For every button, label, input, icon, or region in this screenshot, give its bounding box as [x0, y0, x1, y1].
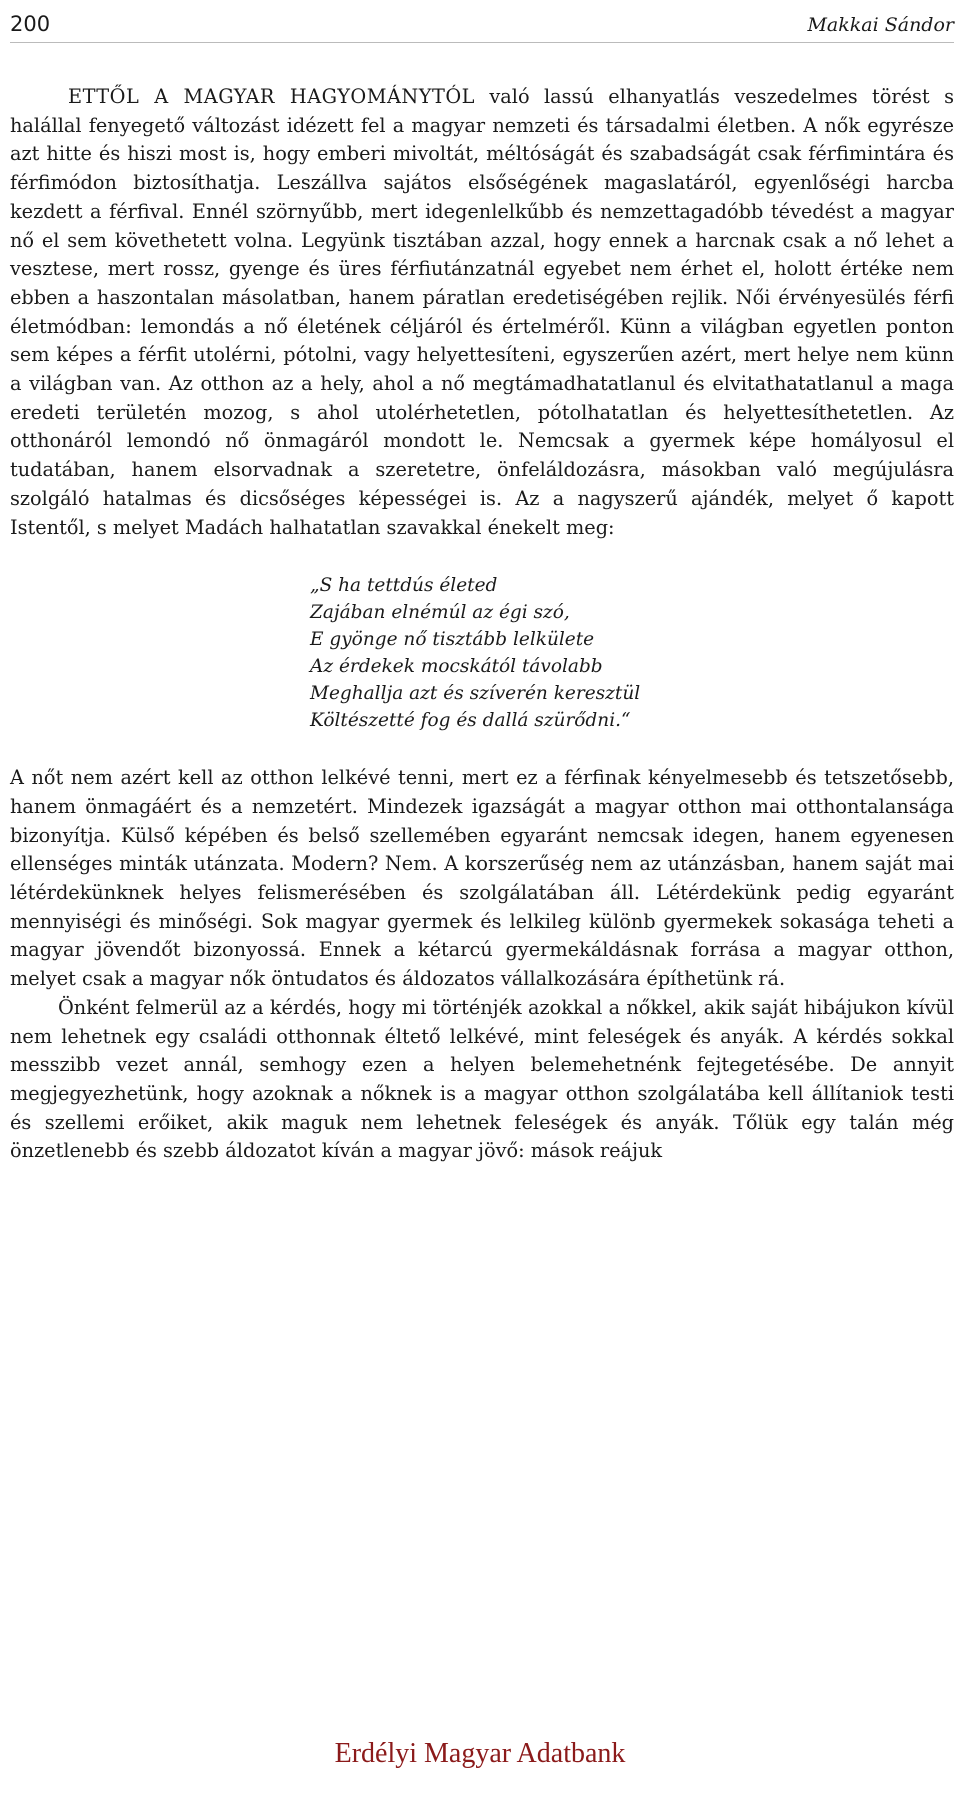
paragraph-1-text: való lassú elhanyatlás veszedelmes törést s halállal fenyegető változást idézett fel a magyar nemzeti és társadalmi életben. A nők egyrésze azt hitte és hiszi most is, hogy emberi mivoltát, méltóságát és szabadságát csak férfimintára és férfimódon biztosíthatja. Leszállva sajátos elsőségének magaslatáról, egyenlőségi harcba kezdett a férfival. Ennél szörnyűbb, mert idegenlelkűbb és nemzettagadóbb tévedést a magyar nő el sem követhetett volna. Legyünk tisztában azzal, hogy ennek a harcnak csak a nő lehet a vesztese, mert rossz, gyenge és üres férfiutánzatnál egyebet nem érhet el, holott értéke nem ebben a haszontalan másolatban, hanem páratlan eredetiségében rejlik. Női érvényesülés férfi életmódban: lemondás a nő életének céljáról és értelméről. Künn a világban egyetlen ponton sem képes a férfit utolérni, pótolni, vagy helyettesíteni, egyszerűen azért, mert helye nem künn a világban van. Az otthon az a hely, ahol a nő megtámadhatatlanul és elvitathatatlanul a maga eredeti területén mozog, s ahol utolérhetetlen, pótolhatatlan és helyettesíthetetlen. Az otthonáról lemondó nő önmagáról mondott le. Nemcsak a gyermek képe homályosul el tudatában, hanem elsorvadnak a szeretetre, önfeláldozásra, másokban való megújulásra szolgáló hatalmas és dicsőséges képességei is. Az a nagyszerű ajándék, melyet ő kapott Istentől, s melyet Madách halhatatlan szavakkal énekelt meg: [10, 85, 954, 539]
watermark-footer: Erdélyi Magyar Adatbank [334, 1738, 626, 1769]
lead-in-caps: ETTŐL A MAGYAR HAGYOMÁNYTÓL [68, 85, 475, 108]
paragraph-1 [10, 83, 954, 542]
poem-line: Meghallja azt és szíverén keresztül [310, 683, 641, 705]
poem-line: E gyönge nő tisztább lelkülete [310, 629, 595, 651]
poem-line: Zajában elnémúl az égi szó, [310, 602, 570, 624]
page-number: 200 [10, 12, 51, 36]
page-header [10, 6, 954, 43]
running-head-author: Makkai Sándor [807, 14, 954, 36]
body-text [10, 83, 954, 1166]
paragraph-2: A nőt nem azért kell az otthon lelkévé tenni, mert ez a férfinak kényelmesebb és tetszetősebb, hanem önmagáért és a nemzetért. Mindezek igazságát a magyar otthon mai otthontalansága bizonyítja. Külső képében és belső szellemében egyaránt nemcsak idegen, hanem egyenesen ellenséges minták utánzata. Modern? Nem. A korszerűség nem az utánzásban, hanem saját mai létérdekünknek helyes felismerésében és szolgálatában áll. Létérdekünk pedig egyaránt mennyiségi és minőségi. Sok magyar gyermek és lelkileg különb gyermekek sokasága teheti a magyar jövendőt bizonyossá. Ennek a kétarcú gyermekáldásnak forrása a magyar otthon, melyet csak a magyar nők öntudatos és áldozatos vállalkozására építhetünk rá. [10, 766, 954, 991]
paragraph-3: Önként felmerül az a kérdés, hogy mi történjék azokkal a nőkkel, akik saját hibájukon kívül nem lehetnek egy családi otthonnak éltető lelkévé, mint feleségek és anyák. A kérdés sokkal messzibb vezet annál, semhogy ezen a helyen belemehetnénk fejtegetésébe. De annyit megjegyezhetünk, hogy azoknak a nőknek is a magyar otthon szolgálatába kell állítaniok testi és szellemi erőiket, akik maguk nem lehetnek feleségek és anyák. Tőlük egy talán még önzetlenebb és szebb áldozatot kíván a magyar jövő: mások reájuk [10, 995, 954, 1163]
document-page [10, 6, 954, 1166]
poem-quote [310, 572, 954, 734]
poem-line: Költészetté fog és dallá szürődni.“ [310, 710, 631, 732]
poem-line: „S ha tettdús életed [310, 575, 498, 597]
poem-line: Az érdekek mocskától távolabb [310, 656, 603, 678]
